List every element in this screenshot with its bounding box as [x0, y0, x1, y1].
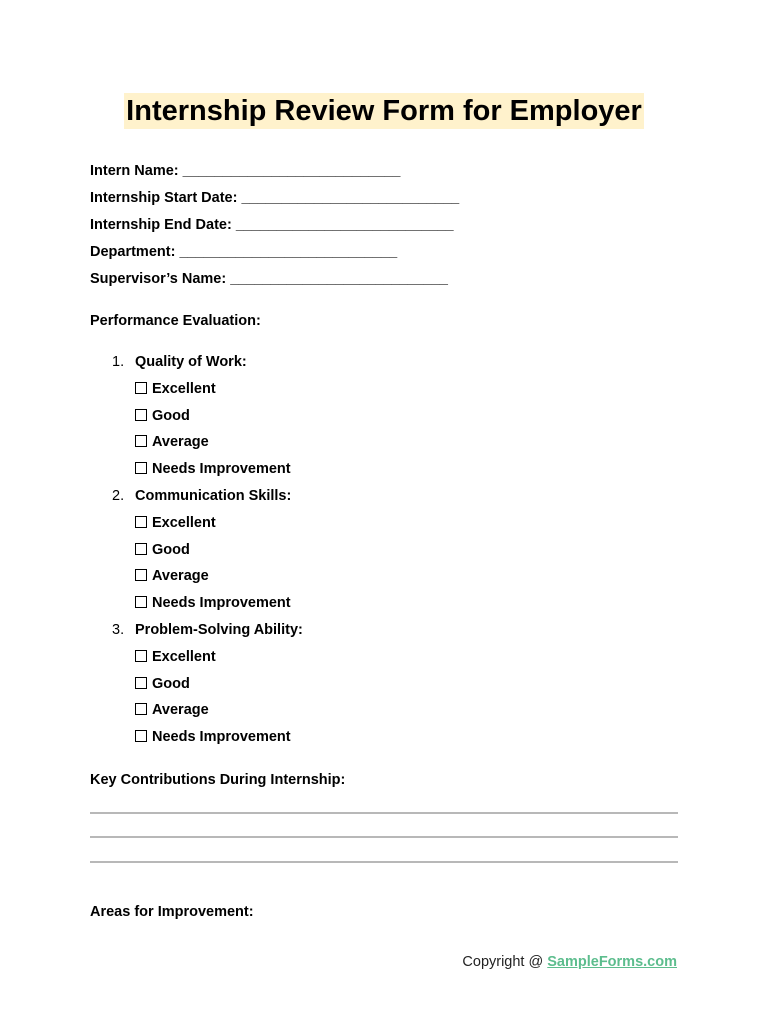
question-number: 1.: [112, 354, 125, 370]
checkbox-icon[interactable]: [135, 703, 147, 715]
option-label: Needs Improvement: [152, 729, 291, 746]
brand-link[interactable]: SampleForms.com: [547, 954, 677, 970]
end-date-field[interactable]: [90, 213, 459, 240]
field-blank: ___________________________: [182, 163, 401, 179]
option-checkbox[interactable]: [90, 674, 690, 701]
department-field[interactable]: [90, 240, 459, 267]
question-text: Problem-Solving Ability:: [135, 621, 303, 638]
checkbox-icon[interactable]: [135, 677, 147, 689]
field-label: Intern Name:: [90, 163, 179, 179]
field-blank: ___________________________: [230, 271, 448, 287]
evaluation-list: [90, 352, 690, 754]
option-checkbox[interactable]: [90, 727, 690, 754]
option-label: Good: [152, 407, 190, 424]
checkbox-icon[interactable]: [135, 596, 147, 608]
intern-name-field[interactable]: [90, 159, 459, 186]
contributions-line[interactable]: [90, 812, 678, 814]
checkbox-icon[interactable]: [135, 730, 147, 742]
option-label: Good: [152, 541, 190, 558]
contributions-line[interactable]: [90, 861, 678, 863]
option-checkbox[interactable]: [90, 566, 690, 593]
option-checkbox[interactable]: [90, 513, 690, 540]
question-text: Communication Skills:: [135, 487, 292, 504]
question-number: 2.: [112, 487, 125, 504]
field-label: Internship End Date:: [90, 217, 232, 233]
option-checkbox[interactable]: [90, 540, 690, 567]
question-item: [90, 486, 690, 513]
option-label: Good: [152, 675, 190, 692]
checkbox-icon[interactable]: [135, 543, 147, 555]
option-label: Excellent: [152, 380, 216, 397]
checkbox-icon[interactable]: [135, 382, 147, 394]
option-label: Average: [152, 434, 209, 451]
contributions-line[interactable]: [90, 836, 678, 838]
question-number: 3.: [112, 621, 125, 638]
field-blank: ___________________________: [179, 244, 398, 260]
option-label: Excellent: [152, 514, 216, 531]
option-checkbox[interactable]: [90, 432, 690, 459]
field-blank: ___________________________: [241, 190, 460, 206]
field-label: Supervisor’s Name:: [90, 271, 227, 287]
option-label: Average: [152, 568, 209, 585]
contributions-heading: Key Contributions During Internship:: [90, 772, 346, 788]
question-item: [90, 620, 690, 647]
option-checkbox[interactable]: [90, 459, 690, 486]
improvement-heading: Areas for Improvement:: [90, 904, 254, 920]
page-title: Internship Review Form for Employer: [126, 95, 642, 127]
option-checkbox[interactable]: [90, 379, 690, 406]
option-label: Average: [152, 702, 209, 719]
start-date-field[interactable]: [90, 186, 459, 213]
supervisor-name-field[interactable]: [90, 267, 459, 294]
checkbox-icon[interactable]: [135, 569, 147, 581]
question-text: Quality of Work:: [135, 354, 247, 370]
option-checkbox[interactable]: [90, 700, 690, 727]
checkbox-icon[interactable]: [135, 435, 147, 447]
option-label: Needs Improvement: [152, 461, 291, 478]
copyright-text: Copyright @: [462, 954, 548, 970]
checkbox-icon[interactable]: [135, 409, 147, 421]
checkbox-icon[interactable]: [135, 462, 147, 474]
title-wrapper: [0, 93, 768, 129]
option-label: Excellent: [152, 648, 216, 665]
option-checkbox[interactable]: [90, 406, 690, 433]
intern-info-fields: [90, 159, 459, 294]
question-item: [90, 352, 690, 379]
field-blank: ___________________________: [235, 217, 454, 233]
checkbox-icon[interactable]: [135, 516, 147, 528]
checkbox-icon[interactable]: [135, 650, 147, 662]
option-checkbox[interactable]: [90, 593, 690, 620]
option-label: Needs Improvement: [152, 595, 291, 612]
copyright-footer: [462, 952, 677, 972]
field-label: Internship Start Date:: [90, 190, 238, 206]
option-checkbox[interactable]: [90, 647, 690, 674]
performance-heading: Performance Evaluation:: [90, 313, 261, 329]
field-label: Department:: [90, 244, 176, 260]
